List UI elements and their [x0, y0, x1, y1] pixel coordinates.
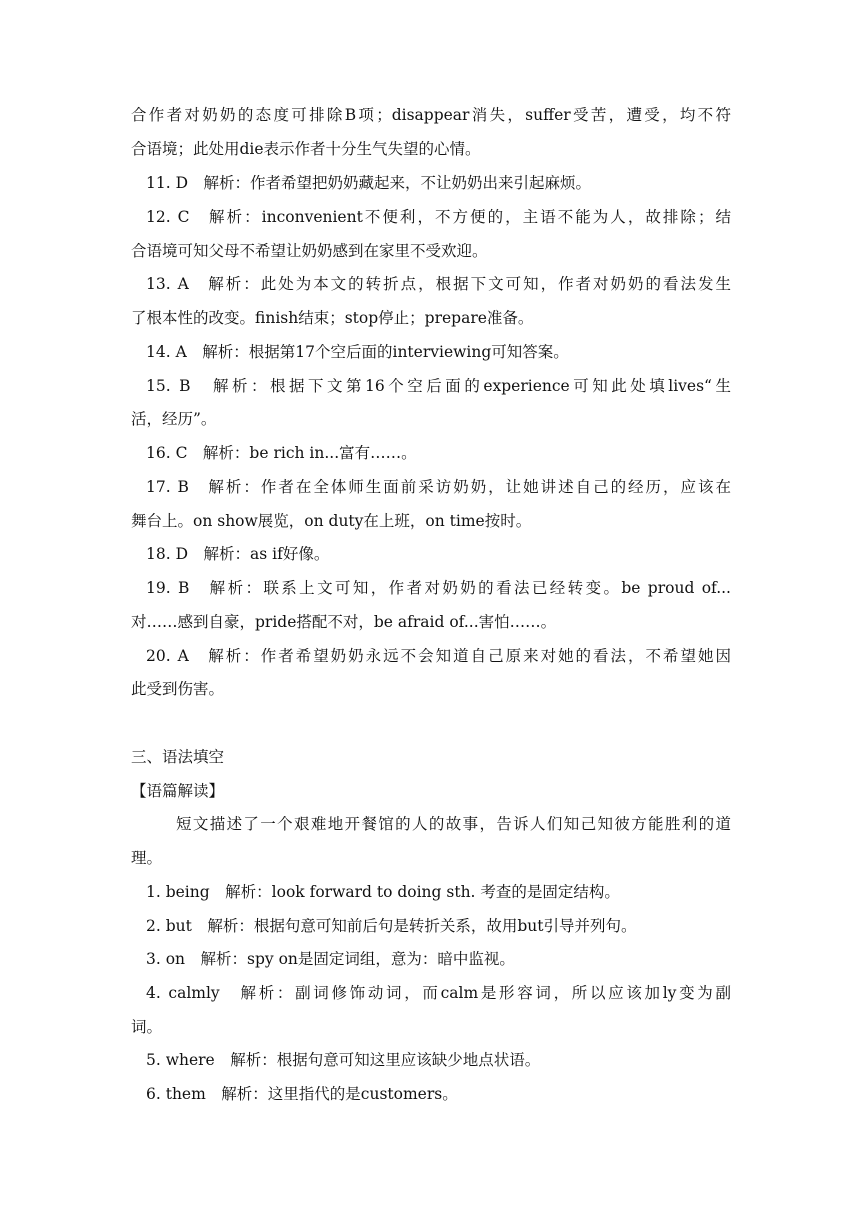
text-line: 合语境可知父母不希望让奶奶感到在家里不受欢迎。: [131, 242, 488, 260]
text-line: 活，经历”。: [131, 410, 217, 428]
text-line: 词。: [131, 1018, 163, 1036]
text-line: 对……感到自豪，pride搭配不对，be afraid of...害怕……。: [131, 613, 557, 631]
grammar-answer-2: 2. but 解析：根据句意可知前后句是转折关系，故用but引导并列句。: [146, 917, 637, 935]
text-line: 舞台上。on show展览，on duty在上班，on time按时。: [131, 512, 532, 530]
answer-19: 19. B 解析：联系上文可知，作者对奶奶的看法已经转变。be proud of...: [146, 579, 731, 597]
grammar-answer-6: 6. them 解析：这里指代的是customers。: [146, 1085, 458, 1103]
answer-13: 13. A 解析：此处为本文的转折点，根据下文可知，作者对奶奶的看法发生: [146, 275, 731, 293]
answer-14: 14. A 解析：根据第17个空后面的interviewing可知答案。: [146, 343, 569, 361]
text-line: 了根本性的改变。finish结束；stop停止；prepare准备。: [131, 309, 534, 327]
grammar-answer-3: 3. on 解析：spy on是固定词组，意为：暗中监视。: [146, 950, 515, 968]
summary-paragraph: 短文描述了一个艰难地开餐馆的人的故事，告诉人们知己知彼方能胜利的道: [176, 815, 731, 833]
answer-18: 18. D 解析：as if好像。: [146, 545, 330, 563]
answer-15: 15. B 解析：根据下文第16个空后面的experience可知此处填lives“生: [146, 377, 731, 395]
answer-12: 12. C 解析：inconvenient不便利，不方便的，主语不能为人，故排除；结: [146, 208, 731, 226]
answer-11: 11. D 解析：作者希望把奶奶藏起来，不让奶奶出来引起麻烦。: [146, 174, 592, 192]
answer-20: 20. A 解析：作者希望奶奶永远不会知道自己原来对她的看法，不希望她因: [146, 647, 731, 665]
answer-17: 17. B 解析：作者在全体师生面前采访奶奶，让她讲述自己的经历，应该在: [146, 478, 731, 496]
section-title: 三、语法填空: [131, 748, 225, 766]
grammar-answer-1: 1. being 解析：look forward to doing sth. 考查的是固定结构。: [146, 883, 620, 901]
subsection-title: 【语篇解读】: [131, 782, 225, 800]
grammar-answer-5: 5. where 解析：根据句意可知这里应该缺少地点状语。: [146, 1051, 541, 1069]
grammar-answer-4: 4. calmly 解析：副词修饰动词，而calm是形容词，所以应该加ly变为副: [146, 984, 731, 1002]
text-line: 合作者对奶奶的态度可排除B项；disappear消失，suffer受苦，遭受，均不符: [131, 106, 731, 124]
answer-16: 16. C 解析：be rich in...富有……。: [146, 444, 417, 462]
text-line: 理。: [131, 849, 163, 867]
text-line: 合语境；此处用die表示作者十分生气失望的心情。: [131, 140, 481, 158]
text-line: 此受到伤害。: [131, 680, 225, 698]
